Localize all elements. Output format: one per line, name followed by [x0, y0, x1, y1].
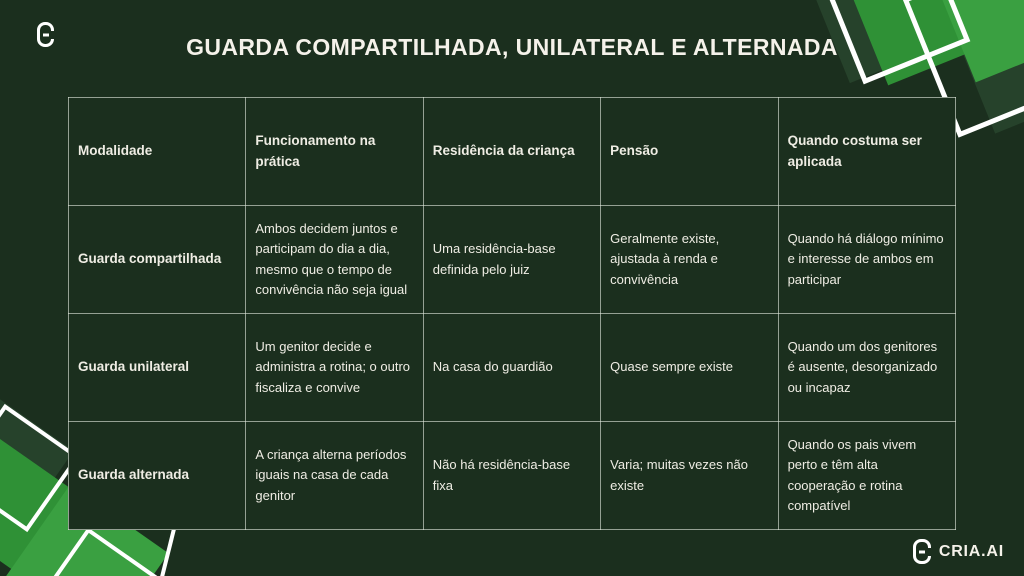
- table-cell: Varia; muitas vezes não existe: [601, 422, 778, 530]
- custody-comparison-table: [68, 97, 956, 530]
- brand-name: CRIA.AI: [938, 542, 1004, 560]
- table-cell: A criança alterna períodos iguais na casa de cada genitor: [246, 422, 423, 530]
- table-cell: Na casa do guardião: [423, 314, 600, 422]
- column-header-residencia: Residência da criança: [423, 98, 600, 206]
- row-label: Guarda compartilhada: [69, 206, 246, 314]
- column-header-pensao: Pensão: [601, 98, 778, 206]
- table-row: [69, 422, 956, 530]
- table-cell: Quando os pais vivem perto e têm alta cooperação e rotina compatível: [778, 422, 955, 530]
- column-header-funcionamento: Funcionamento na prática: [246, 98, 423, 206]
- row-label: Guarda unilateral: [69, 314, 246, 422]
- table-row: [69, 206, 956, 314]
- table-cell: Quase sempre existe: [601, 314, 778, 422]
- table-cell: Geralmente existe, ajustada à renda e convivência: [601, 206, 778, 314]
- brand-footer: [913, 539, 1004, 564]
- page-title: GUARDA COMPARTILHADA, UNILATERAL E ALTERNADA: [186, 34, 838, 60]
- table-cell: Uma residência-base definida pelo juiz: [423, 206, 600, 314]
- table-cell: Quando um dos genitores é ausente, desorganizado ou incapaz: [778, 314, 955, 422]
- table-row: [69, 314, 956, 422]
- cria-logo-icon: [913, 539, 931, 564]
- table-header-row: [69, 98, 956, 206]
- table-cell: Um genitor decide e administra a rotina; o outro fiscaliza e convive: [246, 314, 423, 422]
- column-header-modalidade: Modalidade: [69, 98, 246, 206]
- row-label: Guarda alternada: [69, 422, 246, 530]
- table-cell: Ambos decidem juntos e participam do dia a dia, mesmo que o tempo de convivência não seja igual: [246, 206, 423, 314]
- table-cell: Não há residência-base fixa: [423, 422, 600, 530]
- column-header-aplicada: Quando costuma ser aplicada: [778, 98, 955, 206]
- table-cell: Quando há diálogo mínimo e interesse de ambos em participar: [778, 206, 955, 314]
